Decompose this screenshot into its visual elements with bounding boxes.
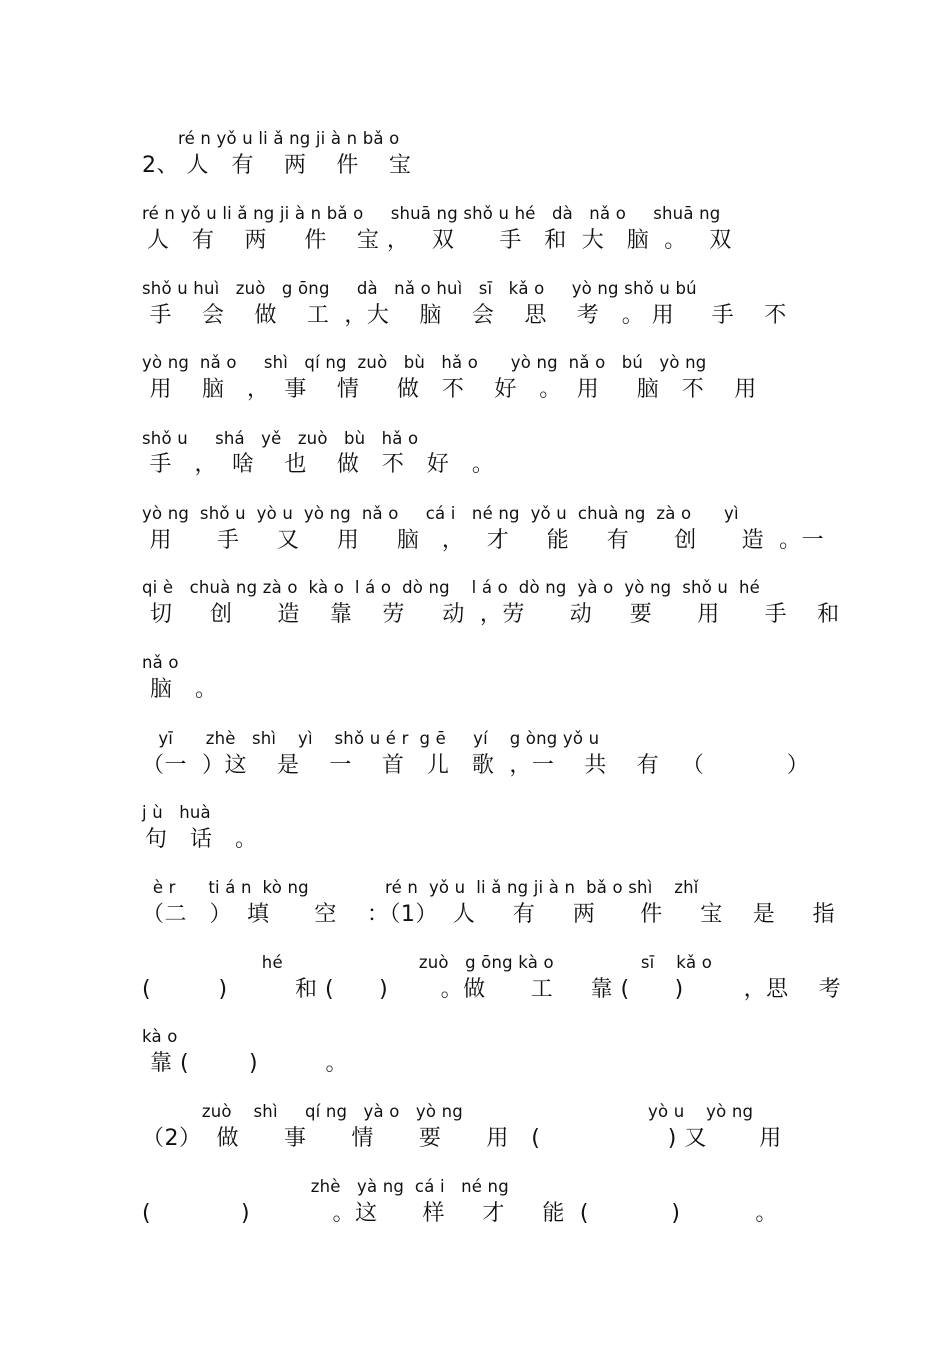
pinyin-line: è r ti á n kò ng ré n yǒ u li ǎ ng ji à n bǎ o shì zhǐ [142,878,699,897]
pinyin-line: shǒ u shá yě zuò bù hǎ o [142,429,419,448]
pinyin-line: ré n yǒ u li ǎ ng ji à n bǎ o shuā ng shǒ u hé dà nǎ o shuā ng [142,204,721,223]
question-line: （2） 做 事 情 要 用 ( ) 又 用 [142,1126,782,1151]
question-line: （一 ）这 是 一 首 儿 歌 ，一 共 有 （ ） [142,753,810,778]
text-line: 脑 。 [150,677,218,702]
text-line: 句 话 。 [145,827,258,852]
pinyin-line: yò ng shǒ u yò u yò ng nǎ o cá i né ng yǒ u chuà ng zà o yì [142,504,739,523]
text-line: 手 ， 啥 也 做 不 好 。 [142,452,495,477]
text-line: 用 手 又 用 脑 ， 才 能 有 创 造 。一 [142,528,825,553]
fill-blank-line: 靠 ( ) 。 [150,1051,349,1076]
pinyin-line: j ù huà [142,803,211,822]
question-line: （二 ） 填 空 ：（1） 人 有 两 件 宝 是 指 [142,902,836,927]
pinyin-line: yī zhè shì yì shǒ u é r g ē yí g òng yǒ u [142,729,600,748]
text-line: 用 脑 ， 事 情 做 不 好 。 用 脑 不 用 [142,377,757,402]
pinyin-line: hé zuò g ōng kà o sī kǎ o [142,953,713,972]
text-line: 手 会 做 工 ，大 脑 会 思 考 。 用 手 不 [142,303,787,328]
pinyin-line: qi è chuà ng zà o kà o l á o dò ng l á o dò ng yà o yò ng shǒ u hé [142,578,760,597]
pinyin-line: shǒ u huì zuò g ōng dà nǎ o huì sī kǎ o yò ng shǒ u bú [142,279,697,298]
text-line: 人 有 两 件 宝 ， 双 手 和 大 脑 。 双 [147,228,732,253]
pinyin-line: zhè yà ng cá i né ng [142,1177,509,1196]
pinyin-line: zuò shì qí ng yà o yò ng yò u yò ng [142,1102,754,1121]
pinyin-line: ré n yǒ u li ǎ ng ji à n bǎ o [178,129,400,148]
pinyin-line: nǎ o [142,653,179,672]
text-line: 切 创 造 靠 劳 动 ，劳 动 要 用 手 和 [150,602,840,627]
title-text-line: 2、 人 有 两 件 宝 [142,153,412,178]
pinyin-line: yò ng nǎ o shì qí ng zuò bù hǎ o yò ng nǎ o bú yò ng [142,353,707,372]
pinyin-line: kà o [142,1027,178,1046]
fill-blank-line: ( ) 和 ( ) 。做 工 靠 ( ) ，思 考 [142,977,842,1002]
fill-blank-line: ( ) 。这 样 才 能 ( ) 。 [142,1201,778,1226]
